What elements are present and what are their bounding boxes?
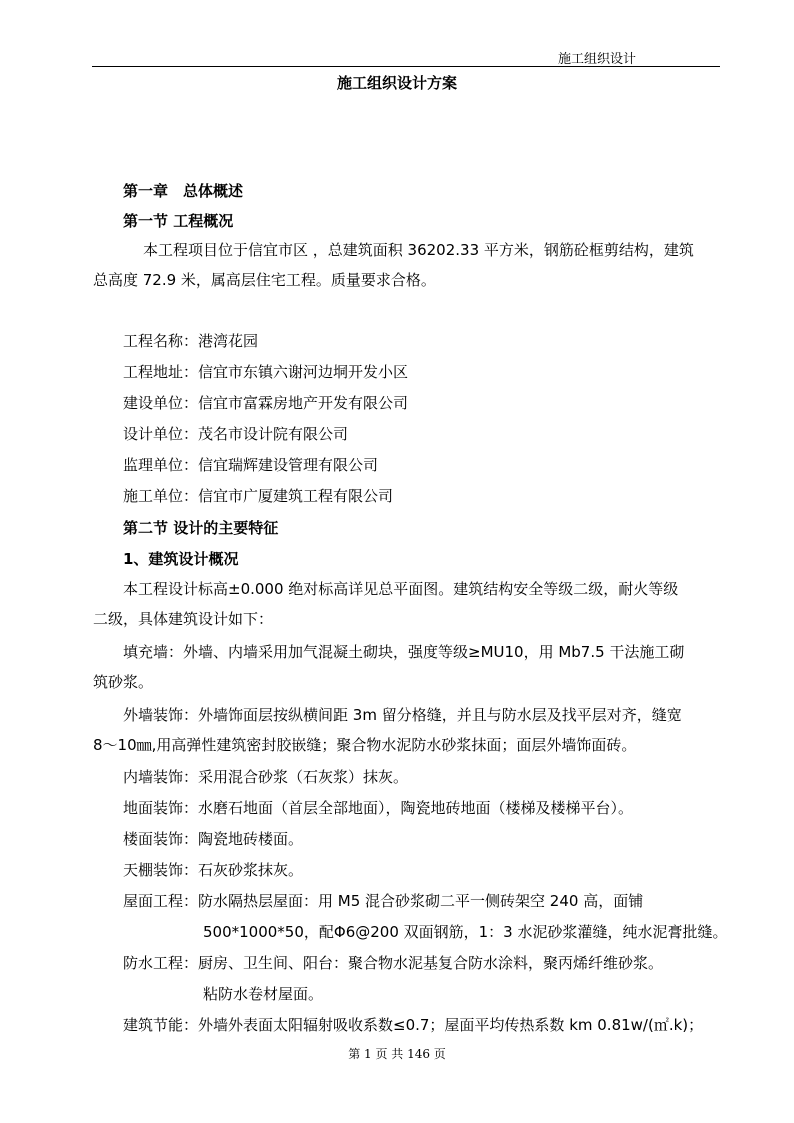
document-title: 施工组织设计方案 (336, 74, 457, 92)
info-supervisor: 监理单位：信宜瑞辉建设管理有限公司 (123, 456, 379, 474)
roof-line-2: 500*1000*50，配Φ6@200 双面钢筋，1：3 水泥砂浆灌缝，纯水泥膏批缝。 (203, 923, 728, 941)
ground-finish: 地面装饰：水磨石地面（首层全部地面），陶瓷地砖地面（楼梯及楼梯平台）。 (123, 799, 634, 817)
infill-wall-line-2: 筑砂浆。 (93, 673, 154, 691)
chapter-heading: 第一章 总体概述 (123, 182, 244, 200)
info-project-address: 工程地址：信宜市东镇六谢河边垌开发小区 (123, 363, 409, 381)
info-designer: 设计单位：茂名市设计院有限公司 (123, 425, 349, 443)
header-rule (92, 66, 720, 67)
exterior-wall-line-2: 8～10㎜,用高弹性建筑密封胶嵌缝；聚合物水泥防水砂浆抹面；面层外墙饰面砖。 (93, 736, 637, 754)
energy-saving: 建筑节能：外墙外表面太阳辐射吸收系数≤0.7；屋面平均传热系数 km 0.81w/(㎡.k)； (123, 1016, 704, 1034)
overview-line-1: 本工程项目位于信宜市区 ，总建筑面积 36202.33 平方米，钢筋砼框剪结构，建筑 (143, 241, 694, 259)
section-heading-2: 第二节 设计的主要特征 (123, 519, 279, 537)
roof-line-1: 屋面工程：防水隔热层屋面：用 M5 混合砂浆砌二平一侧砖架空 240 高，面铺 (123, 892, 644, 910)
info-contractor: 施工单位：信宜市广厦建筑工程有限公司 (123, 487, 394, 505)
info-project-name: 工程名称：港湾花园 (123, 332, 259, 350)
exterior-wall-line-1: 外墙装饰：外墙饰面层按纵横间距 3m 留分格缝，并且与防水层及找平层对齐，缝宽 (123, 706, 682, 724)
infill-wall-line-1: 填充墙：外墙、内墙采用加气混凝土砌块，强度等级≥MU10，用 Mb7.5 干法施工砌 (123, 643, 685, 661)
overview-line-2: 总高度 72.9 米，属高层住宅工程。质量要求合格。 (93, 271, 436, 289)
design-intro-line-1: 本工程设计标高±0.000 绝对标高详见总平面图。建筑结构安全等级二级，耐火等级 (123, 580, 679, 598)
design-intro-line-2: 二级，具体建筑设计如下： (93, 610, 274, 628)
interior-wall: 内墙装饰：采用混合砂浆（石灰浆）抹灰。 (123, 768, 409, 786)
info-developer: 建设单位：信宜市富霖房地产开发有限公司 (123, 394, 409, 412)
waterproof-line-2: 粘防水卷材屋面。 (203, 985, 324, 1003)
running-header: 施工组织设计 (558, 52, 637, 67)
waterproof-line-1: 防水工程：厨房、卫生间、阳台：聚合物水泥基复合防水涂料，聚丙烯纤维砂浆。 (123, 954, 664, 972)
floor-finish: 楼面装饰：陶瓷地砖楼面。 (123, 830, 304, 848)
page-footer: 第 1 页 共 146 页 (348, 1047, 446, 1061)
ceiling-finish: 天棚装饰：石灰砂浆抹灰。 (123, 861, 304, 879)
section-heading-1: 第一节 工程概况 (123, 212, 234, 230)
subsection-heading: 1、建筑设计概况 (123, 550, 239, 568)
